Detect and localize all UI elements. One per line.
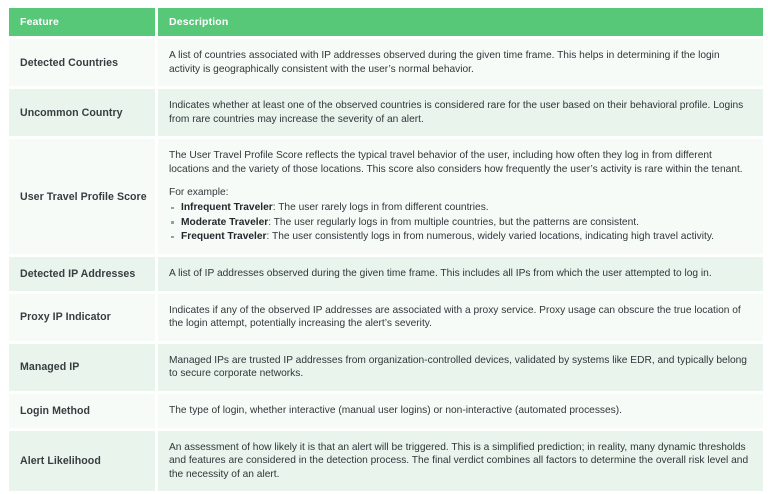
column-header-feature: Feature [9,8,155,36]
feature-label-user-travel-profile-score: User Travel Profile Score [9,139,155,254]
table-row [9,139,763,254]
table-row [9,257,763,291]
bullet-text: : The user rarely logs in from different countries. [272,202,489,214]
description-paragraph: Indicates whether at least one of the observed countries is considered rare for the user based on their behavioral profile. Logins from rare countries may increase the severity of an alert. [169,100,744,125]
description-paragraph: Indicates if any of the observed IP addresses are associated with a proxy service. Proxy usage can obscure the true location of the login attempt, potentially increasing the alert’s severity. [169,304,741,330]
table-row [9,89,763,136]
description-managed-ip [158,344,763,391]
description-detected-countries [158,39,763,86]
table-header [9,8,763,36]
table-row [9,294,763,341]
feature-label-proxy-ip-indicator: Proxy IP Indicator [9,294,155,341]
list-item [169,216,749,230]
table-header-row [9,8,763,36]
description-uncommon-country [158,89,763,136]
description-paragraph: A list of countries associated with IP addresses observed during the given time frame. This helps in determining if the login activity is geographically consistent with the user’s normal behavior. [169,50,720,75]
feature-label-detected-countries: Detected Countries [9,39,155,86]
description-paragraph: An assessment of how likely it is that an alert will be triggered. This is a simplified prediction; in reality, many dynamic thresholds and features are considered in the detection process. The final verdict combines all factors to determine the overall risk level and the necessity of an alert. [169,441,749,480]
description-paragraph: The User Travel Profile Score reflects the typical travel behavior of the user, including how often they log in from different locations and the variety of those locations. This score also considers how frequently the user’s activity is rare within the tenant. [169,150,743,175]
description-alert-likelihood [158,431,763,492]
description-paragraph: Managed IPs are trusted IP addresses from organization-controlled devices, validated by systems like EDR, and typically belong to secure corporate networks. [169,354,747,380]
table-row [9,394,763,428]
bullet-term: Infrequent Traveler [181,202,273,214]
description-proxy-ip-indicator [158,294,763,341]
description-example-intro: For example: [169,186,229,198]
traveler-examples-list [169,201,749,244]
list-item [169,201,749,215]
feature-label-alert-likelihood: Alert Likelihood [9,431,155,492]
bullet-text: : The user consistently logs in from numerous, widely varied locations, indicating high travel activity. [266,231,715,243]
bullet-text: : The user regularly logs in from multiple countries, but the patterns are consistent. [268,216,639,228]
bullet-term: Frequent Traveler [181,231,267,243]
feature-label-managed-ip: Managed IP [9,344,155,391]
bullet-term: Moderate Traveler [181,216,269,228]
list-item [169,230,749,244]
feature-label-uncommon-country: Uncommon Country [9,89,155,136]
feature-label-detected-ip-addresses: Detected IP Addresses [9,257,155,291]
table-row [9,344,763,391]
table-row [9,431,763,492]
description-paragraph: A list of IP addresses observed during the given time frame. This includes all IPs from which the user attempted to log in. [169,267,712,279]
table-body [9,39,763,491]
description-login-method [158,394,763,428]
feature-description-table [6,5,766,494]
table-row [9,39,763,86]
description-detected-ip-addresses [158,257,763,291]
column-header-description: Description [158,8,763,36]
description-user-travel-profile-score [158,139,763,254]
feature-label-login-method: Login Method [9,394,155,428]
description-paragraph: The type of login, whether interactive (manual user logins) or non-interactive (automated processes). [169,404,623,416]
